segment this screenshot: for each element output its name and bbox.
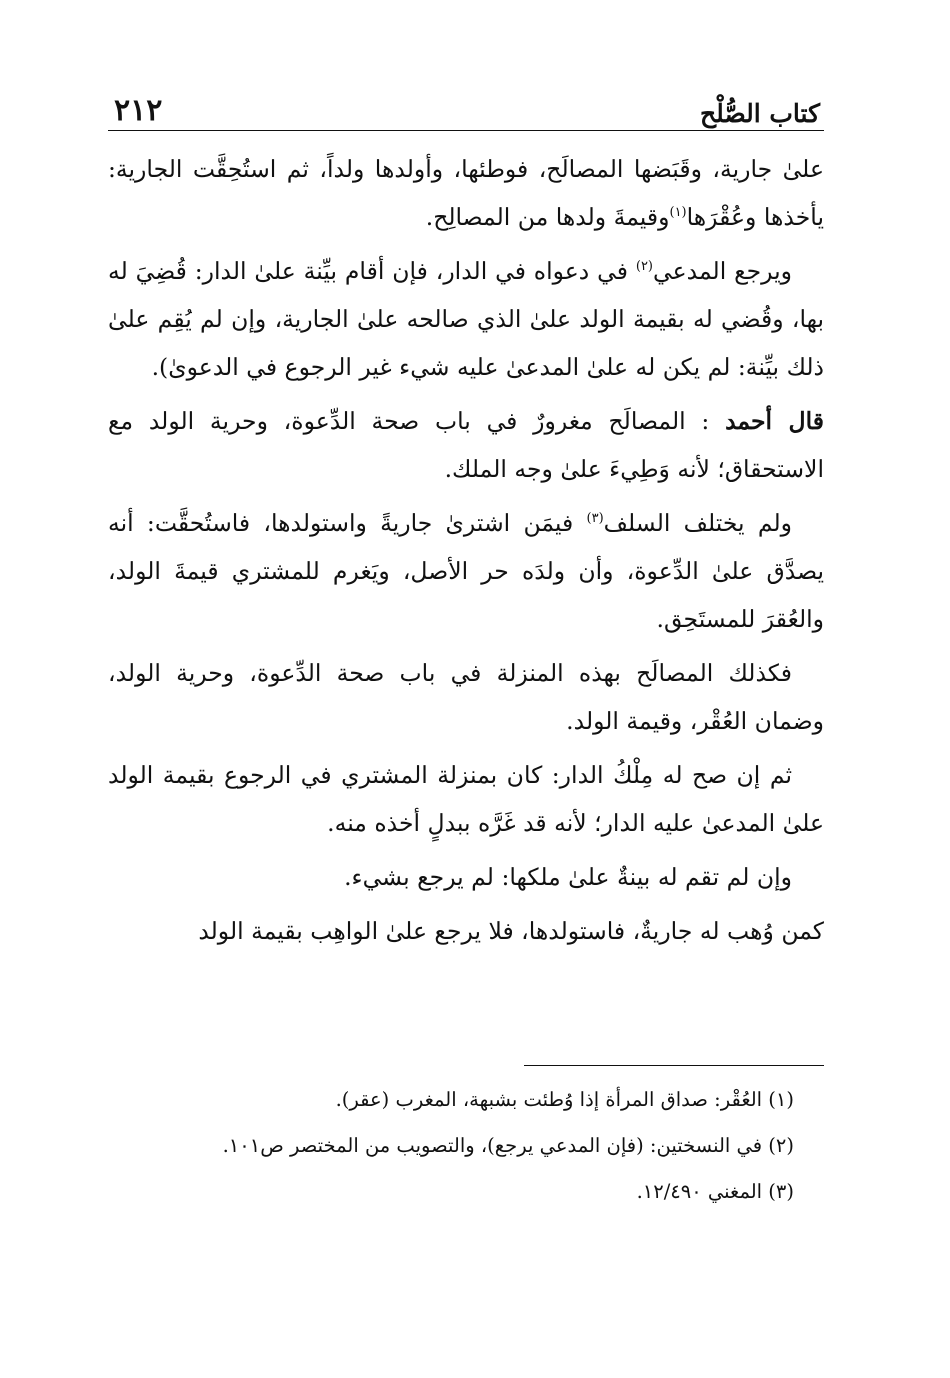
text-run: فيمَن اشترىٰ جاريةً واستولدها، فاستُحقَّت: أنه يصدَّق علىٰ الدِّعوة، وأن ولدَه حر الأصل، ويَغرم للمشتري قيمةَ الولد، والعُقرَ للمستَحِق. [108,509,824,633]
text-run: في دعواه في الدار، فإن أقام بيِّنة علىٰ الدار: قُضِيَ له بها، وقُضي له بقيمة الولد علىٰ الذي صالحه علىٰ الجارية، وإن لم يُقِم علىٰ ذلك بيِّنة: لم يكن له علىٰ المدعىٰ عليه شيء غير الرجوع في الدعوىٰ). [108,257,824,381]
speaker-label: قال أحمد [725,407,824,435]
text-run: كمن وُهب له جاريةٌ، فاستولدها، فلا يرجع علىٰ الواهِب بقيمة الولد [198,917,824,945]
paragraph [108,499,824,643]
running-title: كتاب الصُّلْح [700,99,820,128]
text-run: علىٰ جارية، وقَبَضها المصالَح، فوطئها، وأولدها ولداً، ثم استُحِقَّت الجارية: يأخذها وعُقْرَها [108,155,824,231]
text-run: فكذلك المصالَح بهذه المنزلة في باب صحة الدِّعوة، وحرية الولد، وضمان العُقْر، وقيمة الولد. [108,659,824,735]
paragraph [108,751,824,847]
paragraph [108,145,824,241]
main-text [108,145,824,955]
text-run: ثم إن صح له مِلْكُ الدار: كان بمنزلة المشتري في الرجوع بقيمة الولد علىٰ المدعىٰ عليه الدار؛ لأنه قد غَرَّه ببدلٍ أخذه منه. [108,761,824,837]
footnote: (١) العُقْر: صداق المرأة إذا وُطئت بشبهة، المغرب (عقر). [335,1088,794,1111]
paragraph [108,397,824,493]
text-run: وإن لم تقم له بينةٌ علىٰ ملكها: لم يرجع بشيء. [344,863,792,891]
paragraph [108,649,824,745]
footnote-marker: (٢) [635,259,653,275]
text-run: ويرجع المدعي [653,257,792,285]
footnote-marker: (٣) [586,511,604,527]
paragraph [108,907,824,955]
footnotes [108,1077,794,1215]
footnote-marker: (١) [669,205,687,221]
page-header [108,82,824,131]
page-number: ٢١٢ [114,93,163,128]
text-run: ولم يختلف السلف [603,509,792,537]
footnote: (٢) في النسختين: (فإن المدعي يرجع)، والتصويب من المختصر ص١٠١. [222,1134,794,1157]
footnote: (٣) المغني ١٢/٤٩٠. [636,1180,794,1203]
paragraph [108,247,824,391]
paragraph [108,853,824,901]
text-run: : المصالَح مغرورٌ في باب صحة الدِّعوة، وحرية الولد مع الاستحقاق؛ لأنه وَطِيءَ علىٰ وجه الملك. [108,407,824,483]
text-run: وقيمةَ ولدها من المصالِح. [425,203,670,231]
footnote-separator [524,1065,824,1066]
book-page [108,82,824,1322]
